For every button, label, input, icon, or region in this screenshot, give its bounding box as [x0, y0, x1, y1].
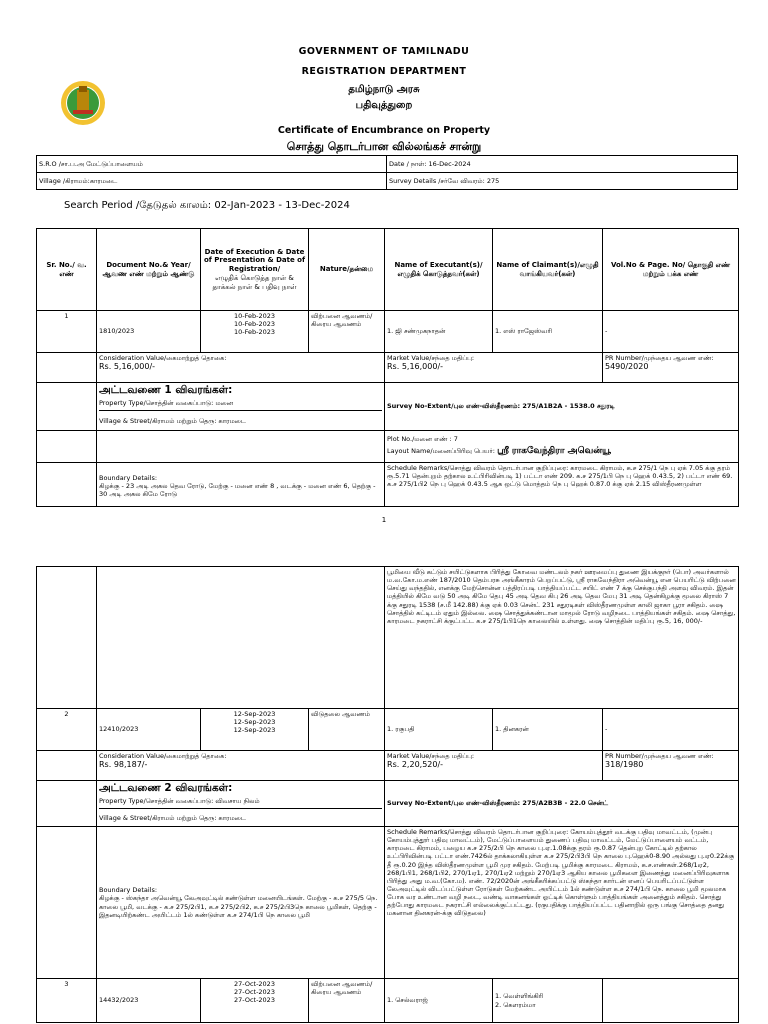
property-type: Property Type/சொத்தின் வகைப்பாடு: மனை — [99, 399, 234, 408]
executant-cell: 1. ஜி சண்முகநாதன் — [385, 311, 493, 353]
consideration-cell: Consideration Value/கைமாற்றுத் தொகை: Rs. 5,16,000/- — [97, 353, 385, 383]
col-document: Document No.& Year/ ஆவண எண் மற்றும் ஆண்டு — [97, 229, 201, 311]
info-table — [36, 155, 738, 190]
property-type: Property Type/சொத்தின் வகைப்பாடு: விவசாய நிலம் — [99, 797, 260, 806]
schedule-remarks-cell: Schedule Remarks/சொத்து விவரம் தொடர்பான குறிப்புரை: கோயம்புத்தூர் வடக்கு பதிவு மாவட்டம், (முன்பு கோயம்புத்தூர் பதிவு மாவட்டம்), மேட்டுப்பாளையம் துணைப் பதிவு மாவட்டம், மேட்டுப்பாளையம் வட்டம், காரமடை கிராமம், பழைய க.ச 275/2பி நெ காலை பு.ஏ.1.08க்கு தரம் ரூ.0.87 தென்புற கோட்டில் தற்கால உட்பிரிவின்படி பட்டா எண்.7426ல் தாக்கலாகியுள்ள க.ச 275/2பி3பி நெ காலை பு.ஹெக்0-8.90 அல்லது பு.ஏ0.22க்கு தீ ரூ.0.20 இந்த விஸ்தீரணமுள்ள பூமி முர சகிதம். மேற்படி பூமிக்கு காரமடை கிராமம், க.ச.எண்கள்.268/1ஏ2, 268/1பி1, 268/1பி2, 270/1ஏ1, 270/1ஏ2 மற்றும் 270/1ஏ3 ஆகிய காலை பூமிகளை இணைத்து மனைப்பிரிவுகளாக பிரித்து அது ம.வ.(கோ.ம). எண். 72/2020ன் அங்கீகரிக்கப்பட்டு ஸ்கந்தா கார்டன் எனப் பெயரிடப்பட்டுள்ள லேஅவுட்டில் விடப்பட்டுள்ள ரோடுகள் மேற்கண்ட அயிட்டம் 1ல் கண்டுள்ள க.ச 274/1பி நெ. காலை பூமி மூலமாக போக வர உண்டான வழி நடை, வண்டி வாகனங்கள் ஓட்டிக் கொள்ளும் பாத்தியங்கள் அனைத்தும் சகிதம். சொத்து தற்போது காரமடை நகராட்சி எல்லைக்குட்பட்டது. (ரகுபதிக்கு பாத்தியப்பட்ட பதினாறில் ஒரு பங்கு சொத்தை தனது மகனான தினகரன்-க்கு விடுதலை) — [385, 827, 739, 979]
encumbrance-table-page2 — [36, 566, 739, 1023]
col-nature: Nature/தன்மை — [309, 229, 385, 311]
date-cell: Date / நாள்: 16-Dec-2024 — [387, 156, 738, 173]
table-header-row — [37, 229, 739, 311]
village-street: Village & Street/கிராமம் மற்றும் தெரு: காரமடை — [99, 808, 382, 822]
col-vol: Vol.No & Page. No/ தொகுதி எண் மற்றும் பக்க எண் — [603, 229, 739, 311]
search-period-value: 02-Jan-2023 - 13-Dec-2024 — [214, 200, 350, 211]
survey-extent-cell: Survey No-Extent/புல எண்-விஸ்தீரணம்: 275/A1B2A - 1538.0 சதுரடி — [385, 383, 739, 431]
consideration-cell: Consideration Value/கைமாற்றுத் தொகை: Rs. 98,187/- — [97, 751, 385, 781]
plot-layout-cell: Plot No./மனை எண் : 7 Layout Name/மனைப்பிரிவு பெயர்: ஸ்ரீ ராகவேந்திரா அவென்யூ — [385, 431, 739, 463]
table-row — [37, 463, 739, 507]
sr-cell: 2 — [37, 709, 97, 751]
village-street: Village & Street/கிராமம் மற்றும் தெரு: காரமடை — [99, 410, 382, 425]
table-row — [37, 751, 739, 781]
table-row — [37, 781, 739, 827]
claimant-cell: 1. எஸ் ராஜேஸ்வரி — [493, 311, 603, 353]
nature-cell: விற்பனை ஆவணம்/ கிரைய ஆவணம் — [309, 311, 385, 353]
encumbrance-table-page1 — [36, 228, 739, 507]
boundary-cell: Boundary Details: கிழக்கு - 23 அடி அகல தெவ ரோடு, மேற்கு - மனை எண் 8 , வடக்கு - மனை எண் 6, தெற்கு - 30 அடி அகல கிமே ரோடு — [97, 463, 385, 507]
claimant-cell: 1. தினகரன் — [493, 709, 603, 751]
schedule-block — [97, 383, 385, 431]
doc-cell: 1810/2023 — [97, 311, 201, 353]
table-row — [37, 383, 739, 431]
table-row — [37, 311, 739, 353]
col-dates: Date of Execution & Date of Presentation & Date of Registration/ எழுதிக் கொடுத்த நாள் & தாக்கல் நாள் & பதிவு நாள் — [201, 229, 309, 311]
table-row — [37, 709, 739, 751]
dates-cell: 12-Sep-2023 12-Sep-2023 12-Sep-2023 — [201, 709, 309, 751]
certificate-title: Certificate of Encumbrance on Property — [277, 125, 491, 136]
continuation-remarks: பூமியை வீடு கட்டும் சயிட்டுகளாக பிரித்து கோவை மண்டலம் நகர் ஊரமைப்பு துணை இயக்குநர் (பொ) அவர்களால் ம.வ.கோ.ம.எண் 187/2010 தெம்பரசு அங்கீகாரம் பெறப்பட்டு, ஸ்ரீ ராகவேந்திரா அவென்யூ என பெயரிட்டு விற்பனை செய்து வந்ததில், எனக்கு மேற்சொன்ன பத்திரப்படி பாத்தியப்பட்ட சயிட் எண் 7 க்கு செக்குபந்தி அளவு விவரம். இதன் மத்தியில் கிமே வடு 50 அடி கிமே தெபு 45 அடி தெவ கிபு 26 அடி தெவ மேபு 31 அடி தென்கிழக்கு மூலை கிராஸ் 7 க்கு சதுரடி 1538 (ச.மீ 142.88) க்கு ஏக் 0.03 சென்ட் 231 சதுரடிகள் விஸ்தீரணமுள்ள காலி ஜாகா பூரா சகிதம். ஷை சொத்தில் கட்டிடம் ஏதும் இல்லை. ஷை சொத்துக்கண்டான மாமூல் ரோடு வழிநடை பாத்தியங்கள் சகிதம். ஷை சொத்து, காரமடை நகராட்சி க்குட்பட்ட க.ச 275/1பி1நெ காலையில் உள்ளது. ஷை சொத்தின் மதிப்பு ரூ.5, 16, 000/- — [385, 567, 739, 709]
layout-name: ஸ்ரீ ராகவேந்திரா அவென்யூ — [497, 446, 611, 457]
plot-number: Plot No./மனை எண் : 7 — [387, 435, 458, 443]
schedule-block — [97, 781, 385, 827]
dates-cell: 10-Feb-2023 10-Feb-2023 10-Feb-2023 — [201, 311, 309, 353]
government-title-tamil: தமிழ்நாடு அரசு — [348, 84, 420, 95]
nature-cell: விற்பனை ஆவணம்/ கிரைய ஆவணம் — [309, 979, 385, 1023]
market-value-cell: Market Value/சந்தை மதிப்பு: Rs. 2,20,520/- — [385, 751, 603, 781]
nature-cell: விடுதலை ஆவணம் — [309, 709, 385, 751]
survey-extent-cell: Survey No-Extent/புல எண்-விஸ்தீரணம்: 275/A2B3B - 22.0 சென்ட் — [385, 781, 739, 827]
table-row — [37, 979, 739, 1023]
schedule-title: அட்டவணை 2 விவரங்கள்: — [99, 782, 233, 794]
vol-cell: - — [603, 311, 739, 353]
col-sr: Sr. No./ வ. எண் — [37, 229, 97, 311]
pr-number-cell: PR Number/முந்தைய ஆவண எண்: 5490/2020 — [603, 353, 739, 383]
vol-cell: - — [603, 709, 739, 751]
sro-cell: S.R.O /சா.ப.அ மேட்டுப்பாளையம் — [37, 156, 387, 173]
col-claimant: Name of Claimant(s)/எழுதி வாங்கியவர்(கள்) — [493, 229, 603, 311]
government-title: GOVERNMENT OF TAMILNADU — [298, 46, 470, 57]
claimant-cell: 1. வெள்ளிங்கிரி 2. கௌரம்மா — [493, 979, 603, 1023]
table-row — [37, 567, 739, 709]
table-row — [37, 353, 739, 383]
page-number: 1 — [381, 516, 387, 524]
executant-cell: 1. செல்வராஜ் — [385, 979, 493, 1023]
schedule-remarks-cell: Schedule Remarks/சொத்து விவரம் தொடர்பான குறிப்புரை: காரமடை கிராமம், க.ச 275/1 நெ பு ஏக் 7.05 க்கு தரம் ரூ.5.71 தென்புறம் தற்கால உட்பிரிவின்படி 1) பட்டா எண் 209. க.ச 275/1பி நெ பு ஹெக் 0.43.5, 2) பட்டா எண் 69. க.ச 275/1பி2 நெ பு ஹெக் 0.43.5 ஆக ஒட்டு மொத்தம் நெ பு ஹெக் 0.87.0 க்கு ஏக் 2.15 விஸ்தீரணமுள்ள — [385, 463, 739, 507]
sr-cell: 1 — [37, 311, 97, 353]
schedule-title: அட்டவணை 1 விவரங்கள்: — [99, 384, 233, 396]
search-period — [64, 200, 350, 212]
market-value-cell: Market Value/சந்தை மதிப்பு: Rs. 5,16,000/- — [385, 353, 603, 383]
boundary-cell: Boundary Details: கிழக்கு - ஸ்கந்தா அவென்யூ லேஅவுட்டில் கண்டுள்ள மனையிடங்கள். மேற்கு - க.ச 275/5 நெ. காலை பூமி, வடக்கு - க.ச 275/2பி1, க.ச 275/2பி2, க.ச 275/2பி3நெ காலை பூமிகள், தெற்கு - இதனடியிற்கண்ட அயிட்டம் 1ல் கண்டுள்ள க.ச 274/1பி நெ காலை பூமி — [97, 827, 385, 979]
sr-cell: 3 — [37, 979, 97, 1023]
doc-cell: 12410/2023 — [97, 709, 201, 751]
doc-cell: 14432/2023 — [97, 979, 201, 1023]
col-executant: Name of Executant(s)/ எழுதிக் கொடுத்தவர்(கள்) — [385, 229, 493, 311]
dates-cell: 27-Oct-2023 27-Oct-2023 27-Oct-2023 — [201, 979, 309, 1023]
pr-number-cell: PR Number/முந்தைய ஆவண எண்: 318/1980 — [603, 751, 739, 781]
village-cell: Village /கிராமம்:காரமடை — [37, 173, 387, 190]
department-title: REGISTRATION DEPARTMENT — [301, 66, 467, 77]
table-row — [37, 827, 739, 979]
department-title-tamil: பதிவுத்துறை — [355, 100, 413, 111]
certificate-title-tamil: சொத்து தொடர்பான வில்லங்கச் சான்று — [286, 140, 482, 153]
search-period-label: Search Period /தேடுதல் காலம்: — [64, 200, 212, 211]
executant-cell: 1. ரகுபதி — [385, 709, 493, 751]
survey-cell: Survey Details /சர்வே விவரம்: 275 — [387, 173, 738, 190]
table-row — [37, 431, 739, 463]
